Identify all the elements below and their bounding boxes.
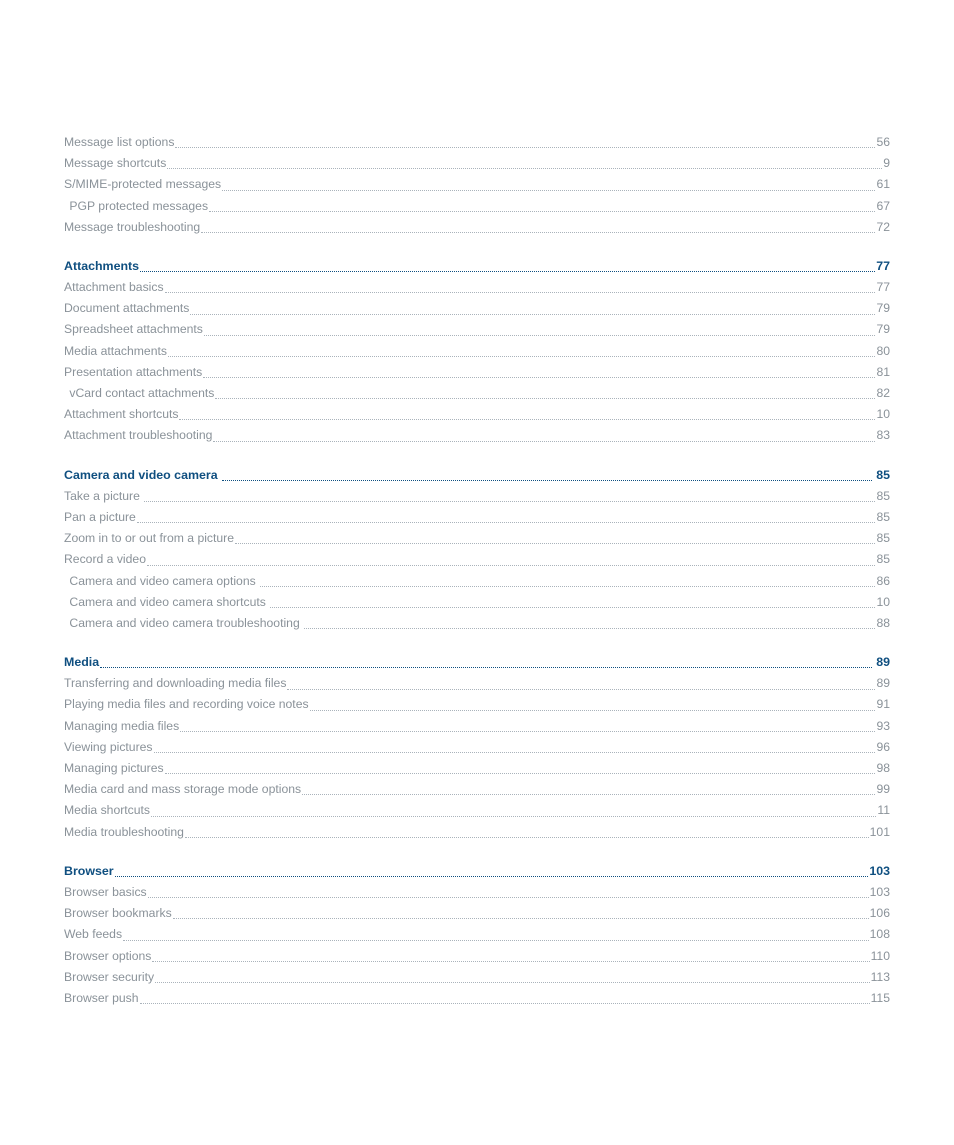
toc-entry-title: Zoom in to or out from a picture [64, 531, 235, 546]
toc-entry-title: S/MIME-protected messages [64, 177, 222, 192]
page-number: 79 [876, 322, 890, 337]
dot-leader [209, 210, 875, 212]
toc-entry[interactable] [64, 882, 890, 903]
dot-leader [155, 981, 869, 983]
toc-entry-title: Camera and video camera troubleshooting [66, 615, 304, 630]
dot-leader [260, 585, 875, 587]
page-number: 72 [876, 219, 890, 234]
page-number: 85 [872, 467, 890, 482]
page-number: 77 [876, 258, 890, 273]
dot-leader [168, 355, 875, 357]
toc-entry-title: Viewing pictures [64, 739, 153, 754]
dot-leader [235, 542, 875, 544]
table-of-contents [64, 132, 890, 1009]
page-number: 101 [869, 824, 890, 839]
page-number: 113 [870, 969, 890, 984]
toc-entry[interactable] [64, 404, 890, 425]
page-number: 103 [869, 863, 890, 878]
page-number: 88 [876, 615, 890, 630]
toc-entry[interactable] [64, 362, 890, 383]
dot-leader [180, 730, 875, 732]
toc-entry-title: Web feeds [64, 927, 123, 942]
toc-entry-title: Take a picture [64, 488, 144, 503]
page-number: 81 [876, 364, 890, 379]
page-number: 10 [876, 407, 890, 422]
toc-entry-title: Playing media files and recording voice notes [64, 697, 309, 712]
toc-entry[interactable] [64, 571, 890, 592]
toc-entry[interactable] [64, 277, 890, 298]
dot-leader [165, 291, 876, 293]
page-number: 85 [876, 552, 890, 567]
page-number: 110 [870, 948, 890, 963]
dot-leader [203, 376, 875, 378]
toc-entry[interactable] [64, 425, 890, 446]
toc-entry[interactable] [64, 673, 890, 694]
toc-entry-title: Presentation attachments [64, 364, 203, 379]
toc-entry-title: Message troubleshooting [64, 219, 201, 234]
toc-heading-title: Camera and video camera [64, 467, 222, 482]
toc-entry-title: Browser push [64, 990, 139, 1005]
dot-leader [179, 418, 875, 420]
toc-entry[interactable] [64, 486, 890, 507]
toc-entry-title: Browser bookmarks [64, 906, 172, 921]
toc-entry-title: Camera and video camera shortcuts [66, 594, 270, 609]
page-number: 10 [876, 594, 890, 609]
dot-leader [287, 688, 875, 690]
toc-heading-title: Attachments [64, 258, 140, 273]
toc-entry-title: PGP protected messages [66, 198, 209, 213]
page-number: 93 [876, 718, 890, 733]
toc-entry[interactable] [64, 779, 890, 800]
dot-leader [222, 189, 875, 191]
toc-entry-title: Record a video [64, 552, 146, 567]
page-number: 98 [876, 761, 890, 776]
toc-entry[interactable] [64, 320, 890, 341]
page-number: 83 [876, 428, 890, 443]
toc-entry[interactable] [64, 196, 890, 217]
toc-entry-title: Browser security [64, 969, 155, 984]
dot-leader [123, 939, 869, 941]
dot-leader [304, 627, 875, 629]
toc-entry-title: Browser options [64, 948, 152, 963]
page-number: 89 [876, 676, 890, 691]
dot-leader [185, 836, 869, 838]
toc-entry-title: Attachment basics [64, 280, 164, 295]
page-number: 89 [872, 655, 890, 670]
page-number: 85 [876, 509, 890, 524]
toc-entry-title: Spreadsheet attachments [64, 322, 203, 337]
toc-entry[interactable] [64, 341, 890, 362]
toc-entry[interactable] [64, 737, 890, 758]
toc-entry[interactable] [64, 967, 890, 988]
page-number: 77 [876, 280, 890, 295]
page-number: 82 [876, 386, 890, 401]
toc-entry[interactable] [64, 695, 890, 716]
toc-entry[interactable] [64, 758, 890, 779]
dot-leader [147, 564, 875, 566]
toc-entry-title: Media card and mass storage mode options [64, 782, 302, 797]
toc-entry-title: vCard contact attachments [66, 386, 215, 401]
page-number: 91 [876, 697, 890, 712]
toc-entry[interactable] [64, 903, 890, 924]
dot-leader [302, 793, 875, 795]
page-number: 80 [876, 343, 890, 358]
section-spacer [64, 634, 890, 652]
dot-leader [201, 231, 875, 233]
dot-leader [151, 815, 876, 817]
toc-entry[interactable] [64, 800, 890, 821]
toc-entry-title: Managing media files [64, 718, 180, 733]
toc-entry-title: Transferring and downloading media files [64, 676, 287, 691]
dot-leader [152, 960, 869, 962]
dot-leader [140, 1002, 870, 1004]
toc-heading-title: Media [64, 655, 100, 670]
page-number: 106 [869, 906, 890, 921]
page-number: 56 [876, 134, 890, 149]
toc-entry[interactable] [64, 716, 890, 737]
toc-heading[interactable] [64, 465, 890, 486]
toc-entry[interactable] [64, 822, 890, 843]
toc-entry[interactable] [64, 298, 890, 319]
toc-entry-title: Attachment troubleshooting [64, 428, 213, 443]
toc-heading[interactable] [64, 652, 890, 673]
dot-leader [140, 270, 875, 272]
toc-heading-title: Browser [64, 863, 114, 878]
dot-leader [270, 606, 875, 608]
toc-entry[interactable] [64, 383, 890, 404]
toc-entry[interactable] [64, 549, 890, 570]
toc-entry[interactable] [64, 528, 890, 549]
toc-entry-title: Media attachments [64, 343, 167, 358]
page-number: 108 [869, 927, 890, 942]
toc-entry-title: Browser basics [64, 884, 147, 899]
toc-entry[interactable] [64, 988, 890, 1009]
dot-leader [175, 146, 875, 148]
page-number: 79 [876, 301, 890, 316]
dot-leader [173, 917, 869, 919]
dot-leader [165, 772, 876, 774]
dot-leader [213, 440, 875, 442]
toc-entry[interactable] [64, 507, 890, 528]
dot-leader [154, 751, 876, 753]
page-number: 96 [876, 739, 890, 754]
page-number: 67 [876, 198, 890, 213]
dot-leader [310, 709, 876, 711]
toc-entry-title: Message shortcuts [64, 156, 167, 171]
page-number: 115 [870, 990, 890, 1005]
toc-entry-title: Media shortcuts [64, 803, 151, 818]
dot-leader [115, 875, 869, 877]
page-number: 85 [876, 531, 890, 546]
dot-leader [215, 397, 875, 399]
toc-entry-title: Attachment shortcuts [64, 407, 179, 422]
toc-entry[interactable] [64, 592, 890, 613]
dot-leader [190, 313, 875, 315]
page-number: 11 [877, 803, 890, 818]
toc-entry-title: Pan a picture [64, 509, 136, 524]
dot-leader [100, 666, 872, 668]
toc-entry[interactable] [64, 924, 890, 945]
toc-entry-title: Media troubleshooting [64, 824, 184, 839]
toc-entry-title: Document attachments [64, 301, 190, 316]
dot-leader [144, 500, 875, 502]
toc-heading[interactable] [64, 861, 890, 882]
page-number: 85 [876, 488, 890, 503]
toc-entry-title: Managing pictures [64, 761, 164, 776]
dot-leader [137, 521, 876, 523]
toc-entry[interactable] [64, 217, 890, 238]
toc-entry[interactable] [64, 132, 890, 153]
toc-entry[interactable] [64, 613, 890, 634]
toc-entry[interactable] [64, 946, 890, 967]
page-number: 61 [876, 177, 890, 192]
page-number: 103 [869, 884, 890, 899]
section-spacer [64, 447, 890, 465]
dot-leader [222, 479, 872, 481]
page-number: 9 [883, 156, 890, 171]
dot-leader [204, 334, 876, 336]
dot-leader [167, 167, 882, 169]
toc-entry-title: Message list options [64, 134, 175, 149]
page-number: 99 [876, 782, 890, 797]
toc-entry[interactable] [64, 174, 890, 195]
toc-heading[interactable] [64, 256, 890, 277]
dot-leader [148, 896, 869, 898]
section-spacer [64, 238, 890, 256]
toc-entry[interactable] [64, 153, 890, 174]
page-number: 86 [876, 573, 890, 588]
section-spacer [64, 843, 890, 861]
toc-entry-title: Camera and video camera options [66, 573, 260, 588]
